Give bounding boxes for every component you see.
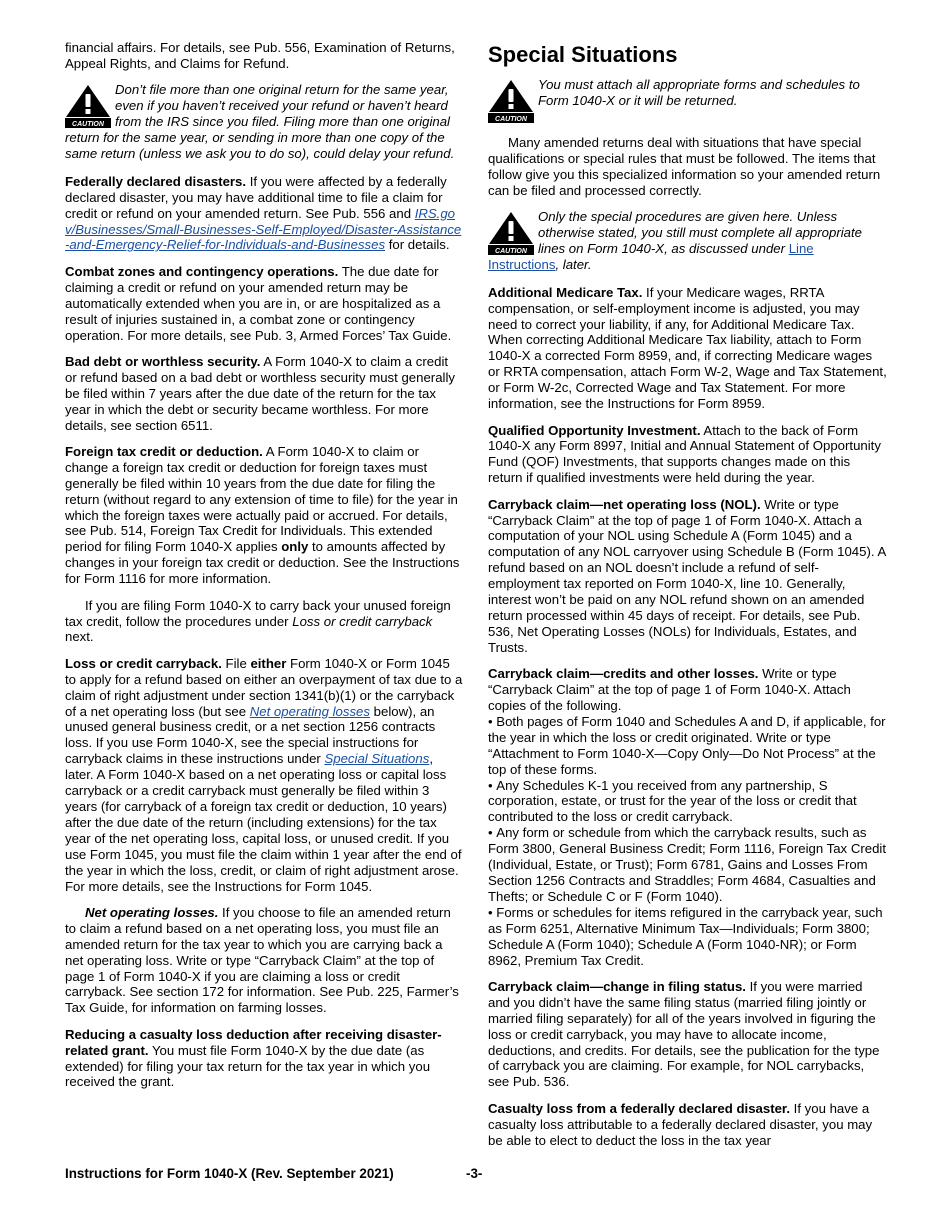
nol-paragraph — [65, 905, 463, 1016]
left-column — [65, 40, 463, 1101]
bad-debt-heading: Bad debt or worthless security. — [65, 353, 261, 369]
foreign-text: A Form 1040-X to claim or change a foreign tax credit or deduction for foreign taxes must generally be filed within 10 years from the due date for filing the return (without regard to any extension of time to file) for the year in which the foreign taxes were actually paid or accrued. For details, see Pub. 514, Foreign Tax Credit for Individuals. This extended period for filing Form 1040-X applies — [65, 443, 458, 555]
intro-paragraph: financial affairs. For details, see Pub. 556, Examination of Returns, Appeal Rights, and Claims for Refund. — [65, 40, 455, 71]
casualty-grant-text: You must file Form 1040-X by the due date (as extended) for filing your tax return for the tax year in which you received the grant. — [65, 1042, 431, 1090]
caution-icon — [488, 211, 534, 255]
list-item: • Forms or schedules for items refigured in the carryback year, such as Form 6251, Alternative Minimum Tax—Individuals; Form 3800; Schedule A (Form 1040); Schedule A (Form 1040-NR); or Form 8962, Premium Tax Credit. — [488, 905, 887, 969]
special-intro-paragraph: Many amended returns deal with situations that have special qualifications or special rules that must be followed. The items that follow give you this specialized information so your amended return can be filed and processed correctly. — [488, 135, 881, 198]
nol-text: If you choose to file an amended return to claim a refund based on a net operating loss, you must file an amended return for the tax year to which you are carrying back a net operating loss. Write or type “Carryback Claim” at the top of page 1 of Form 1040-X if you are claiming a loss or credit carryback. See section 172 for information. See Pub. 225, Farmer’s Tax Guide, for information on farming losses. — [65, 904, 459, 1016]
section-title: Special Situations — [488, 42, 678, 67]
page-number: -3- — [466, 1166, 483, 1181]
followup-text: If you are filing Form 1040-X to carry back your unused foreign tax credit, follow the procedures under — [65, 597, 451, 629]
loss-credit-text2: Form 1040-X or Form 1045 to apply for a refund based on either an overpayment of tax due to a claim of right adjustment under section 1341(b)(1) or the carryback of a net operating loss (but see — [65, 655, 463, 719]
filing-status-paragraph — [488, 979, 887, 1090]
qoi-heading: Qualified Opportunity Investment. — [488, 422, 701, 438]
caution-icon — [65, 84, 111, 128]
caution-text: You must attach all appropriate forms and schedules to Form 1040-X or it will be returned. — [538, 77, 860, 108]
filing-status-text: If you were married and you didn’t have the same filing status (married filing jointly or married filing separately) for all of the years involved in figuring the loss or credit carryback, you may have to allocate income, deductions, and credits. For details, see the publication for the type of carryback you are claiming. For example, for NOL carrybacks, see Pub. 536. — [488, 978, 880, 1090]
page-footer-title: Instructions for Form 1040-X (Rev. September 2021) — [65, 1166, 394, 1181]
line-instructions-link[interactable]: Line Instructions — [488, 240, 814, 272]
carryback-nol-text: Write or type “Carryback Claim” at the top of page 1 of Form 1040-X. Attach a computation of your NOL using Schedule A (Form 1045) and a computation of any NOL carryover using Schedule B (Form 1045). A refund based on an NOL doesn’t include a refund of self-employment tax reported on Form 1040-X, line 10. Generally, interest won’t be paid on any NOL refund shown on an amended return processed within 45 days of receipt. For details, see Pub. 536, Net Operating Losses (NOLs) for Individuals, Estates, and Trusts. — [488, 496, 886, 655]
foreign-heading: Foreign tax credit or deduction. — [65, 443, 263, 459]
irs-disaster-link[interactable]: IRS.gov/Businesses/Small-Businesses-Self-Employed/Disaster-Assistance-and-Emergency-Relief-for-Individuals-and-Businesses — [65, 205, 462, 253]
caution-note-multiple-returns — [65, 82, 463, 162]
followup-italic: Loss or credit carryback — [292, 613, 433, 629]
casualty-disaster-text: If you have a casualty loss attributable to a federally declared disaster, you may be able to elect to deduct the loss in the tax year — [488, 1100, 873, 1148]
carryback-nol-heading: Carryback claim—net operating loss (NOL). — [488, 496, 761, 512]
medicare-text: If your Medicare wages, RRTA compensation, or self-employment income is adjusted, you may need to correct your liability, if any, for Additional Medicare Tax. When correcting Additional Medicare Tax liability, attach to Form 1040-X a corrected Form 8959, and, if correcting Medicare wages or RRTA compensation, attach Form W-2, Wage and Tax Statement, or Form W-2c, Corrected Wage and Tax Statement. For more information, see the Instructions for Form 8959. — [488, 284, 887, 412]
combat-zones-paragraph — [65, 264, 463, 344]
caution-icon-label: CAUTION — [495, 116, 527, 123]
disasters-paragraph — [65, 174, 463, 254]
filing-status-heading: Carryback claim—change in filing status. — [488, 978, 746, 994]
foreign-bold-only: only — [281, 539, 309, 555]
caution-icon — [488, 79, 534, 123]
combat-heading: Combat zones and contingency operations. — [65, 263, 339, 279]
medicare-paragraph — [488, 285, 887, 412]
casualty-disaster-paragraph — [488, 1101, 887, 1149]
list-item: • Any Schedules K-1 you received from any partnership, S corporation, estate, or trust for the year of the loss or credit that contributed to the loss or credit carryback. — [488, 778, 887, 826]
loss-credit-text3: below), an unused general business credit, or a net section 1256 contracts loss. If you use Form 1040-X, see the special instructions for carryback claims in these instructions under — [65, 703, 436, 767]
net-operating-losses-link[interactable]: Net operating losses — [249, 703, 370, 719]
caution-text-after: , later. — [555, 256, 592, 272]
foreign-tax-paragraph — [65, 444, 463, 587]
bad-debt-text: A Form 1040-X to claim a credit or refund based on a bad debt or worthless security must generally be filed within 7 years after the due date of the return for the tax year in which the debt or security became worthless. For more details, see section 6511. — [65, 353, 455, 433]
caution-text: Only the special procedures are given here. Unless otherwise stated, you still must complete all appropriate lines on Form 1040-X, as discussed under — [538, 209, 862, 256]
combat-text: The due date for claiming a credit or refund on your amended return may be automatically extended when you are in, or are hospitalized as a result of injuries sustained in, a combat zone or contingency operation. For more details, see Pub. 3, Armed Forces’ Tax Guide. — [65, 263, 452, 343]
loss-credit-heading: Loss or credit carryback. — [65, 655, 222, 671]
foreign-text-after: to amounts affected by changes in your foreign tax credit or deduction. See the Instructions for Form 1116 for more information. — [65, 539, 460, 587]
caution-icon-label: CAUTION — [72, 121, 104, 129]
loss-credit-text4: , later. A Form 1040-X based on a net operating loss or capital loss carryback or a credit carryback must generally be filed within 3 years (for carryback of a foreign tax credit or deduction, 10 years) after the due date of the return (including extensions) for the tax year of the net operating loss, capital loss, or unused credit. If you use Form 1045, you must file the claim within 1 year after the end of the year in which the loss, credit, or claim of right adjustment arose. For more details, see the Instructions for Form 1045. — [65, 751, 462, 894]
carryback-credits-paragraph — [488, 666, 887, 714]
nol-heading: Net operating losses. — [85, 904, 219, 920]
carryback-credits-heading: Carryback claim—credits and other losses. — [488, 666, 759, 682]
qoi-text: Attach to the back of Form 1040-X any Form 8997, Initial and Annual Statement of Opportunity Fund (QOF) Investments, that supports changes made on this return if qualified investments were held during the year. — [488, 422, 881, 486]
disasters-text-after: for details. — [385, 237, 450, 253]
loss-credit-paragraph — [65, 656, 463, 895]
carryback-nol-paragraph — [488, 497, 887, 656]
special-situations-link[interactable]: Special Situations — [324, 751, 430, 767]
disasters-text: If you were affected by a federally declared disaster, you may have additional time to file a claim for credit or refund on your amended return. See Pub. 556 and — [65, 173, 447, 221]
list-item: • Any form or schedule from which the carryback results, such as Form 3800, General Business Credit; Form 1116, Foreign Tax Credit (Individual, Estate, or Trust); Form 6781, Gains and Losses From Section 1256 Contracts and Straddles; Form 4684, Casualties and Thefts; or Schedule C or F (Form 1040). — [488, 825, 887, 905]
casualty-grant-heading: Reducing a casualty loss deduction after receiving disaster-related grant. — [65, 1026, 442, 1058]
qoi-paragraph — [488, 423, 887, 487]
caution-text: Don’t file more than one original return for the same year, even if you haven’t received your refund or haven’t heard from the IRS since you filed. Filing more than one original return for the same year, or sending in more than one copy of the same return (unless we ask you to do so), could delay your refund. — [65, 82, 455, 161]
casualty-grant-paragraph — [65, 1027, 463, 1091]
foreign-followup-paragraph — [65, 598, 463, 646]
caution-note-attach-forms — [488, 77, 887, 123]
medicare-heading: Additional Medicare Tax. — [488, 284, 643, 300]
right-column — [488, 40, 887, 1159]
caution-note-special-procedures — [488, 209, 887, 273]
carryback-credits-text: Write or type “Carryback Claim” at the top of page 1 of Form 1040-X. Attach copies of the following. — [488, 666, 851, 713]
casualty-disaster-heading: Casualty loss from a federally declared disaster. — [488, 1100, 790, 1116]
caution-icon-label: CAUTION — [495, 248, 527, 256]
list-item: • Both pages of Form 1040 and Schedules A and D, if applicable, for the year in which the loss or credit originated. Write or type “Attachment to Form 1040-X—Copy Only—Do Not Process” at the top of these forms. — [488, 714, 887, 778]
loss-credit-text1: File — [221, 655, 251, 671]
bad-debt-paragraph — [65, 354, 463, 434]
loss-credit-bold-either: either — [250, 655, 287, 671]
disasters-heading: Federally declared disasters. — [65, 173, 247, 189]
followup-text-after: next. — [65, 629, 94, 645]
